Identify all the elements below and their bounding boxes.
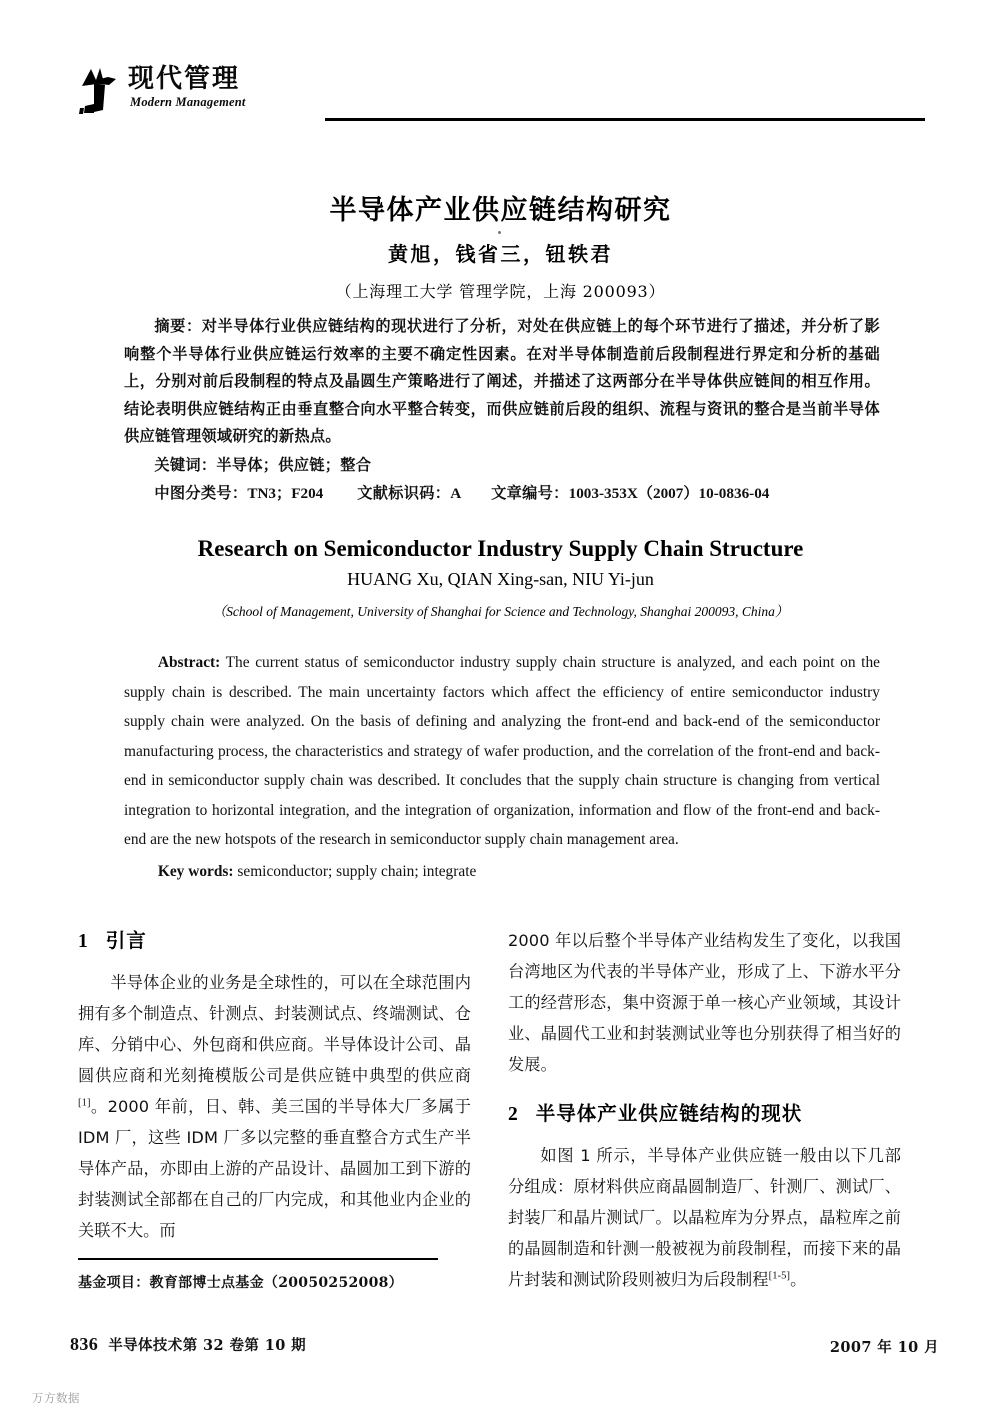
modern-management-logo-icon [78,66,122,116]
section-1-text: 半导体企业的业务是全球性的，可以在全球范围内拥有多个制造点、针测点、封装测试点、终端测试、仓库、分销中心、外包商和供应商。半导体设计公司、晶圆供应商和光刻掩模版公司是供应链中典型的供应商 [78,973,471,1085]
keywords-en-line [124,857,880,887]
footnote-label: 基金项目： [78,1275,150,1291]
classification-line [124,480,880,508]
reference-marker-1: [1] [78,1097,91,1109]
section-number-1: 1 [78,931,89,952]
section-2-text: 如图 1 所示，半导体产业供应链一般由以下几部分组成：原材料供应商晶圆制造厂、针测厂、测试厂、封装厂和晶片测试厂。以晶粒库为分界点，晶粒库之前的晶圆制造和针测一般被视为前段制程，而接下来的晶片封装和测试阶段则被归为后段制程 [508,1146,901,1289]
section-1-paragraph [78,967,471,1246]
journal-logo-text [128,64,246,109]
authors-cn: 黄旭，钱省三，钮轶君 [388,242,613,266]
section-2-text-cont: 。 [790,1270,807,1289]
section-2-paragraph [508,1140,901,1295]
keywords-cn-label: 关键词： [154,455,217,474]
reference-marker-2: [1-5] [768,1270,791,1282]
section-heading-2 [508,1098,901,1126]
footnote [78,1272,508,1292]
section-heading-1 [78,925,471,953]
footnote-text: 教育部博士点基金（20050252008） [149,1275,403,1291]
page-footer-right: 2007 年 10 月 [829,1339,939,1356]
page-footer-left [70,1334,306,1355]
watermark: 万方数据 [32,1391,80,1405]
scan-artifact-dot [498,231,501,234]
keywords-cn-value: 半导体；供应链；整合 [216,455,372,474]
journal-name-cn: 现代管理 [128,64,241,94]
column-right [508,925,901,1295]
abstract-cn-label: 摘要： [154,317,202,335]
abstract-en-paragraph [124,648,880,855]
masthead-rule [325,118,925,121]
journal-issue: 半导体技术第 32 卷第 10 期 [108,1337,307,1354]
section-number-2: 2 [508,1104,519,1125]
clc-label: 中图分类号： [154,484,248,502]
article-id-value: 1003-353X（2007）10-0836-04 [568,485,770,502]
section-1-text-cont: 。2000 年前，日、韩、美三国的半导体大厂多属于 IDM 厂，这些 IDM 厂多以完整的垂直整合方式生产半导体产品，亦即由上游的产品设计、晶圆加工到下游的封装测试全部都在自己的厂内完成，和其他业内企业的关联不大。而 [78,1097,471,1240]
affiliation-cn: （上海理工大学 管理学院，上海 200093） [335,282,666,301]
keywords-cn-line [124,452,880,480]
page-title-cn: 半导体产业供应链结构研究 [329,195,672,226]
doc-code-value: A [450,485,462,502]
abstract-cn-block [124,313,880,508]
abstract-en-label: Abstract: [157,654,221,671]
authors-en: HUANG Xu, QIAN Xing-san, NIU Yi-jun [347,569,654,589]
clc-value: TN3；F204 [247,485,324,502]
article-id-label: 文章编号： [491,484,569,502]
section-title-2: 半导体产业供应链结构的现状 [535,1102,803,1125]
keywords-en-value: semiconductor; supply chain; integrate [233,862,477,880]
page-number: 836 [70,1334,99,1354]
abstract-en-text: The current status of semiconductor industry supply chain structure is analyzed, and each point on the supply chain is described. The main uncertainty factors which affect the efficiency of entire semiconductor industry supply chain were analyzed. On the basis of defining and analyzing the front-end and back-end of the semiconductor manufacturing process, the characteristics and strategy of wafer production, and the correlation of the front-end and back-end in semiconductor supply chain was described. It concludes that the supply chain structure is changing from vertical integration to horizontal integration, and the integration of organization, information and flow of the front-end and back-end are the new hotspots of the research in semiconductor supply chain management area. [124,654,880,848]
right-column-lead-paragraph: 2000 年以后整个半导体产业结构发生了变化，以我国台湾地区为代表的半导体产业，形成了上、下游水平分工的经营形态，集中资源于单一核心产业领域，其设计业、晶圆代工业和封装测试业等也分别获得了相当好的发展。 [508,931,901,1074]
section-title-1: 引言 [105,929,147,952]
abstract-cn-paragraph [124,313,880,451]
page-title-en: Research on Semiconductor Industry Supply Chain Structure [197,536,804,561]
doc-code-label: 文献标识码： [357,484,451,502]
journal-logo [78,64,246,114]
journal-name-en: Modern Management [130,95,246,109]
column-left [78,925,471,1246]
keywords-en-label: Key words: [157,862,234,880]
footnote-rule [78,1258,438,1260]
affiliation-en: （School of Management, University of Shanghai for Science and Technology, Shanghai 200093, China） [212,604,789,619]
abstract-cn-text: 对半导体行业供应链结构的现状进行了分析，对处在供应链上的每个环节进行了描述，并分析了影响整个半导体行业供应链运行效率的主要不确定性因素。在对半导体制造前后段制程进行界定和分析的基础上，分别对前后段制程的特点及晶圆生产策略进行了阐述，并描述了这两部分在半导体供应链间的相互作用。结论表明供应链结构正由垂直整合向水平整合转变，而供应链前后段的组织、流程与资讯的整合是当前半导体供应链管理领域研究的新热点。 [124,317,880,445]
abstract-en-block [124,648,880,886]
masthead [78,64,938,126]
